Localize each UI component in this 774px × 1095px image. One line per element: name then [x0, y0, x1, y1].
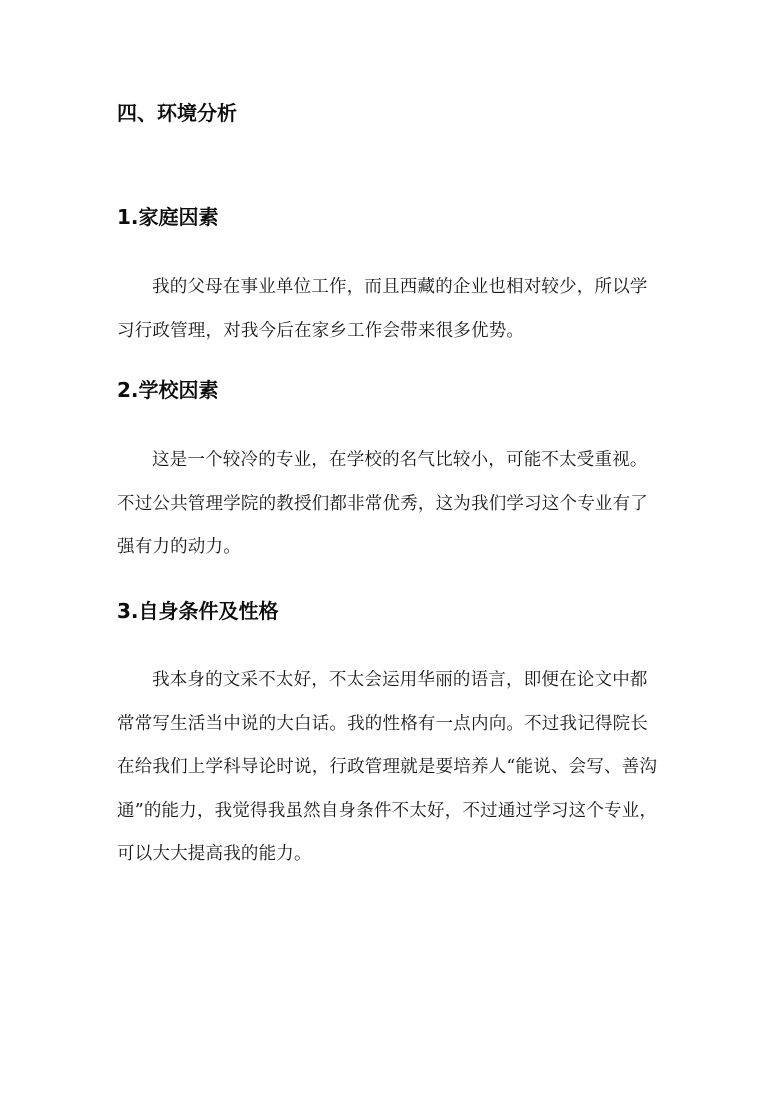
heading-school-factors: 2.学校因素 [117, 378, 219, 402]
heading-family-factors: 1.家庭因素 [117, 205, 219, 229]
section-title: 四、环境分析 [117, 101, 237, 125]
paragraph-personal-factors: 我本身的文采不太好，不太会运用华丽的语言，即便在论文中都常常写生活当中说的大白话。我的性格有一点内向。不过我记得院长在给我们上学科导论时说，行政管理就是要培养人“能说、会写、善沟通”的能力，我觉得我虽然自身条件不太好，不过通过学习这个专业，可以大大提高我的能力。 [117, 670, 658, 864]
heading-personal-factors: 3.自身条件及性格 [117, 599, 279, 623]
paragraph-family-factors: 我的父母在事业单位工作，而且西藏的企业也相对较少，所以学习行政管理，对我今后在家乡工作会带来很多优势。 [117, 277, 648, 341]
paragraph-school-factors: 这是一个较冷的专业，在学校的名气比较小，可能不太受重视。不过公共管理学院的教授们都非常优秀，这为我们学习这个专业有了强有力的动力。 [117, 450, 648, 557]
